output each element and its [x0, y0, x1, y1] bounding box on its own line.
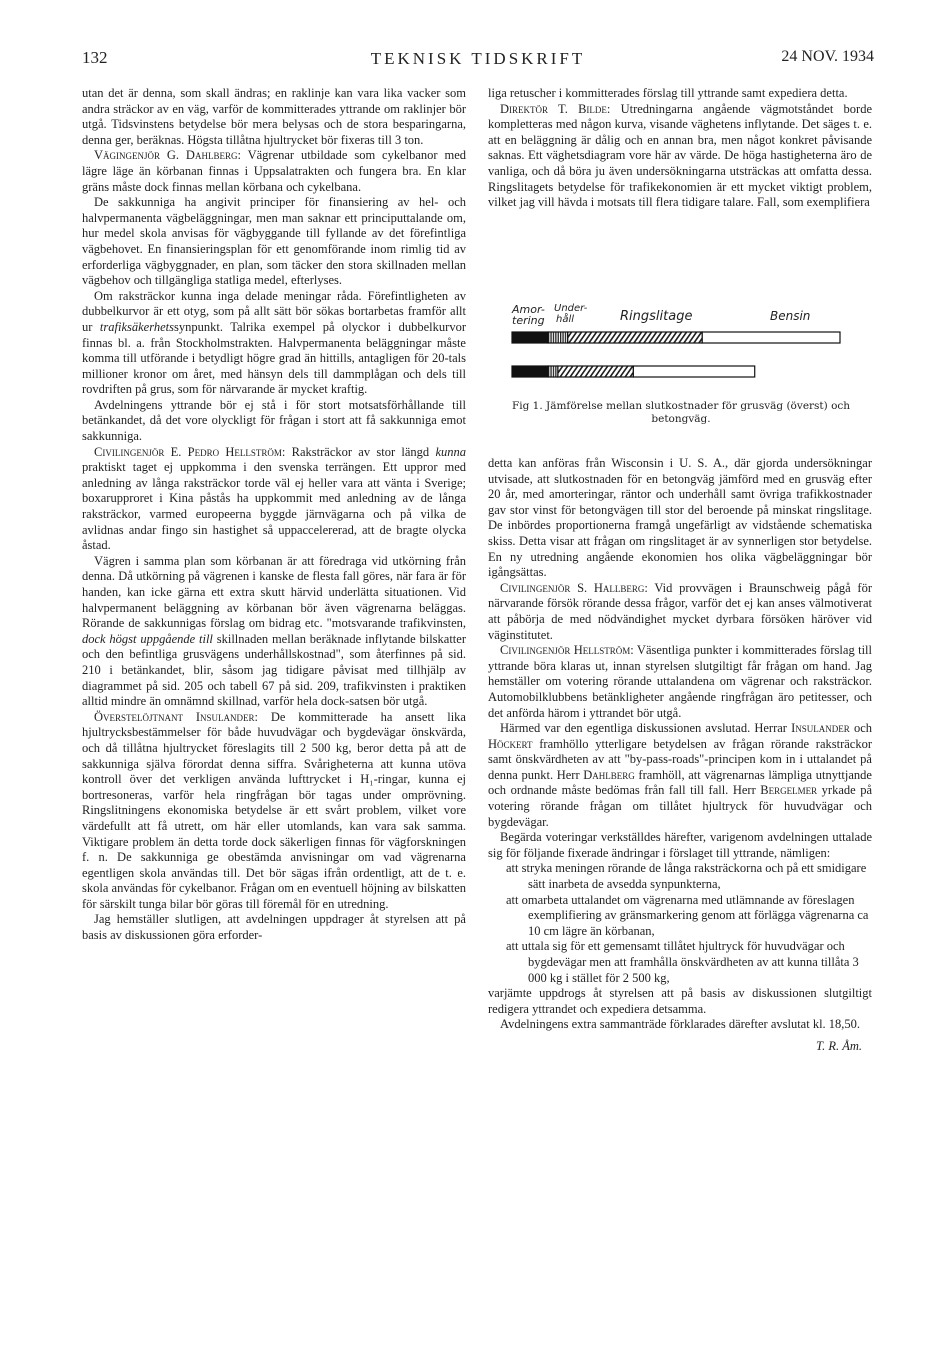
label-bensin: Bensin	[770, 309, 811, 323]
list-item: att uttala sig för ett gemensamt tillåtet hjultryck för huvudvägar och bygdevägar men att framhålla önskvärdheten av att kunna tillåta 3 000 kg i stället för 2 500 kg,	[506, 939, 859, 985]
paragraph: Härmed var den egentliga diskussionen avslutad. Herrar Insulander och Höckert framhöllo ytterligare betydelsen av frågan rörande raksträckor samt önskvärdheten av att "by-pass-roads"-principen kom in i uttalandet på denna punkt. Herr Dahlberg framhöll, att vägrenarnas lämpliga utnyttjande och ordnande måste bedömas från fall till fall. Herr Bergelmer yrkade på votering rörande frågan om tillåtet hjultryck för huvudvägar och bygdevägar.	[488, 721, 872, 829]
figure-caption	[488, 400, 874, 426]
speaker-name: Överstelöjtnant Insulander:	[94, 709, 259, 724]
issue-date: 24 NOV. 1934	[781, 48, 874, 65]
list-item: att omarbeta uttalandet om vägrenarna med utlämnande av föreslagen exemplifiering av gränsmarkering genom att förlägga vägrenarna ca 10 cm lägre än körbanan,	[506, 892, 869, 938]
figure-caption-label: Fig 1.	[511, 400, 543, 412]
resolution-list	[488, 861, 872, 986]
right-column-bottom	[488, 456, 872, 1055]
bar-grusvag	[512, 332, 840, 343]
left-column	[82, 86, 466, 944]
bar-segment-amortering-betongvag	[512, 366, 548, 377]
bar-segment-amortering-grusvag	[512, 332, 548, 343]
paragraph: Avdelningens extra sammanträde förklarades därefter avslutat kl. 18,50.	[500, 1017, 861, 1032]
paragraph: Överstelöjtnant Insulander: De kommitterade ha ansett lika hjultrycksbestämmelser för både huvudvägar och bygdevägar önskvärda, och då tillåtna hjultrycket föreslagits till 2 500 kg, beror detta på att de sakkunniga själva förordat denna siffra. Svårigheterna att kunna utöva kontroll över det verkligen använda lufttrycket i H₁-ringar, kunna ej bortresoneras, varför hela ringfrågan bör tagas under omprövning. Ringslitningens ekonomiska betydelse är ett svårt problem, vilket vore värdefullt att få utrett, om här eller utomlands, kan vara sak samma. Viktigare problem än detta torde dock säkerligen finnas för vägforskningen f. n. De sakkunniga ge obestämda anvisningar om vad vägrenarna egentligen skola användas till. Det bör sägas ifrån ordentligt, att de t. e. skola användas för cykelbanor. Frågan om en eventuell höjning av bilskatten för särskilt tunga bilar bör göras till föremål för en utredning.	[82, 709, 466, 911]
list-item: att stryka meningen rörande de långa raksträckorna och på ett smidigare sätt inarbeta de avsedda synpunkterna,	[506, 861, 867, 892]
cost-comparison-chart	[488, 300, 874, 400]
figure-caption-text: Jämförelse mellan slutkostnader för grusväg (överst) och betongväg.	[542, 400, 851, 425]
paragraph: Om raksträckor kunna inga delade meningar råda. Förefintligheten av dubbelkurvor är ett otyg, som på allt sätt bör sökas bortarbetas framför allt ur trafiksäkerhetssynpunkt. Talrika exempel på olyckor i dubbelkurvor finnas bl. a. från Stockholmstrakten. Halvpermanenta beläggningar måste komma till utförande i betydligt högre grad än hittills, antagligen för 20-tals millioner kronor om året, med hänsyn dels till dammplågan och dels till rovdriften på grus, som för närvarande är mycket kraftig.	[82, 288, 466, 397]
paragraph: Civilingenjör Hellström: Väsentliga punkter i kommitterades förslag till yttrande böra klaras ut, innan styrelsen slutgiltigt får frågan om hand. Jag hemställer om votering rörande uttalandena om vägrenar och raksträckor. Automobilklubbens betänkligheter angående ringfrågan äro petitesser, och det anförda härom i yttrandet bör utgå.	[488, 643, 873, 720]
paragraph: Civilingenjör S. Hallberg: Vid provvägen i Braunschweig pågå för närvarande försök rörande dessa frågor, varför det ej kan anses välmotiverat att påbörja de med nödvändighet mycket dyrbara försöken häröver vid väginstitutet.	[488, 580, 873, 642]
bar-segment-bensin-betongvag	[633, 366, 754, 377]
paragraph: Direktör T. Bilde: Utredningarna angående vägmotståndet borde kompletteras med någon kurva, visande väghetens inflytande. Det säges t. e. att en beläggning är dålig och en annan bra, men något konkret påvisande saknas. Ett väghetsdiagram vore här av värde. De höga hastigheterna äro de vanliga, och då böra ju även undersökningarna utsträckas att omfatta dessa. Ringslitagets betydelse för trafikekonomien är ett mycket viktigt problem, vilket jag vill hävda i motsats till flera tidigare talare. Fall, som exemplifiera	[488, 101, 872, 210]
figure-1	[488, 300, 874, 430]
speaker-name: Vägingenjör G. Dahlberg:	[94, 148, 241, 163]
bar-segment-underhall-grusvag	[548, 332, 568, 343]
label-underhall-line1: Under-	[554, 303, 588, 314]
page-number: 132	[82, 48, 108, 67]
speaker-name: Civilingenjör Hellström:	[500, 643, 634, 658]
paragraph: Vägingenjör G. Dahlberg: Vägrenar utbildade som cykelbanor med lägre läge än körbanan finnas i Uppsalatrakten och fungera bra. En klar gräns måste dock finnas mellan körbana och cykelbana.	[82, 148, 466, 194]
page-header	[82, 48, 874, 72]
paragraph: Civilingenjör E. Pedro Hellström: Raksträckor av stor längd kunna praktiskt taget ej uppkomma i den svenska terrängen. Ett uppror med anledning av långa raksträckor torde väl ej heller vara att vänta i Sverige; boxarupproret i Kina påstås ha uppkommit med anledning av de långa raksträckor, varmed europeerna byggde järnvägarna och på vilka de avlidnas andar fingo sin hastighet så uppaccelererad, att de bragte olycka åstad.	[82, 444, 466, 553]
label-underhall-line2: håll	[556, 314, 575, 325]
speaker-name: Civilingenjör S. Hallberg:	[500, 580, 648, 595]
speaker-name: Direktör T. Bilde:	[500, 101, 611, 116]
label-ringslitage: Ringslitage	[620, 309, 693, 324]
bar-betongvag	[512, 366, 755, 377]
paragraph: detta kan anföras från Wisconsin i U. S. A., där gjorda undersökningar utvisade, att slutkostnaden för en betongväg jämförd med en grusväg efter 20 år, med amorteringar, räntor och underhåll samt övriga trafikkostnader gav stor vinst för betongvägen till stor del beroende på minskat ringslitage. De inbördes proportionerna framgå ungefärligt av vidstående schematiska skiss. Detta visar att frågan om ringslitaget är av synnerligen stor betydelse. En ny utredning angående ekonomien hos olika vägbeläggningar bör igångsättas.	[488, 456, 872, 580]
paragraph: varjämte uppdrogs åt styrelsen att på basis av diskussionen slutgiltigt redigera yttrandet och expediera detsamma.	[488, 986, 872, 1016]
paragraph: Begärda voteringar verkställdes härefter, varigenom avdelningen uttalade sig för följande fixerade ändringar i förslaget till yttrande, nämligen:	[488, 830, 872, 860]
paragraph: Vägren i samma plan som körbanan är att föredraga vid utkörning från denna. Då utkörning på vägrenen i kanske de flesta fall göres, när fara är för handen, kan icke gärna ett extra skutt härvid underlätta situationen. Vid halvpermanent beläggning av körbanan bör även vägrenarna beläggas. Rörande de sakkunnigas förslag om bidrag etc. "motsvarande trafikvinsten, dock högst uppgående till skillnaden mellan beräknade inflytande bilskatter och den befintliga grusvägens underhållskostnad", som återfinnes på sid. 210 i betänkandet, blir, såsom jag tidigare påvisat med tillhjälp av diagrammet på sid. 205 och tabell 67 på sid. 209, trafikvinsten i praktiken alltid mindre än omnämnd skillnad, varför hela dock-satsen bör utgå.	[82, 553, 466, 709]
journal-title: TEKNISK TIDSKRIFT	[370, 49, 586, 68]
paragraph: Avdelningens yttrande bör ej stå i för stort motsatsförhållande till betänkandet, då det vore olyckligt för frågan i stort att få sakkunniga emot sakkunniga.	[82, 397, 466, 444]
label-amortering-line1: Amor-	[512, 303, 545, 316]
speaker-name: Civilingenjör E. Pedro Hellström:	[94, 444, 286, 459]
bar-segment-bensin-grusvag	[702, 332, 840, 343]
right-column-top	[488, 86, 872, 211]
paragraph: utan det är denna, som skall ändras; en raklinje kan vara lika vacker som andra sträckor av en väg, varför de kommitterades yttrande om raklinjer bör utgå. Tidsvinstens betydelse bör mera belysas och de stora besparingarna, denna ger, beräknas. Högsta tillåtna hjultrycket bör fixeras till 3 ton.	[82, 86, 466, 147]
bar-segment-ringslitage-grusvag	[568, 332, 702, 343]
paragraph: liga retuscher i kommitterades förslag till yttrande samt expediera detta.	[488, 86, 848, 100]
bar-segment-ringslitage-betongvag	[558, 366, 633, 377]
signature: T. R. Åm.	[816, 1038, 862, 1053]
bar-segment-underhall-betongvag	[548, 366, 558, 377]
paragraph: De sakkunniga ha angivit principer för finansiering av hel- och halvpermanenta vägbeläggningar, men man saknar ett principuttalande om, hur medel skola anvisas för vägbyggande till fyllande av det förefintliga vägbehovet. En finansieringsplan för ett genomförande inom rimlig tid av erforderliga vägbyggnader, en plan, som täcker den stora skillnaden mellan vägbehov och tillgängliga statliga medel, efterlyses.	[82, 195, 466, 288]
label-amortering-line2: tering	[512, 314, 545, 327]
paragraph: Jag hemställer slutligen, att avdelningen uppdrager åt styrelsen att på basis av diskussionen göra erforder-	[82, 912, 466, 943]
